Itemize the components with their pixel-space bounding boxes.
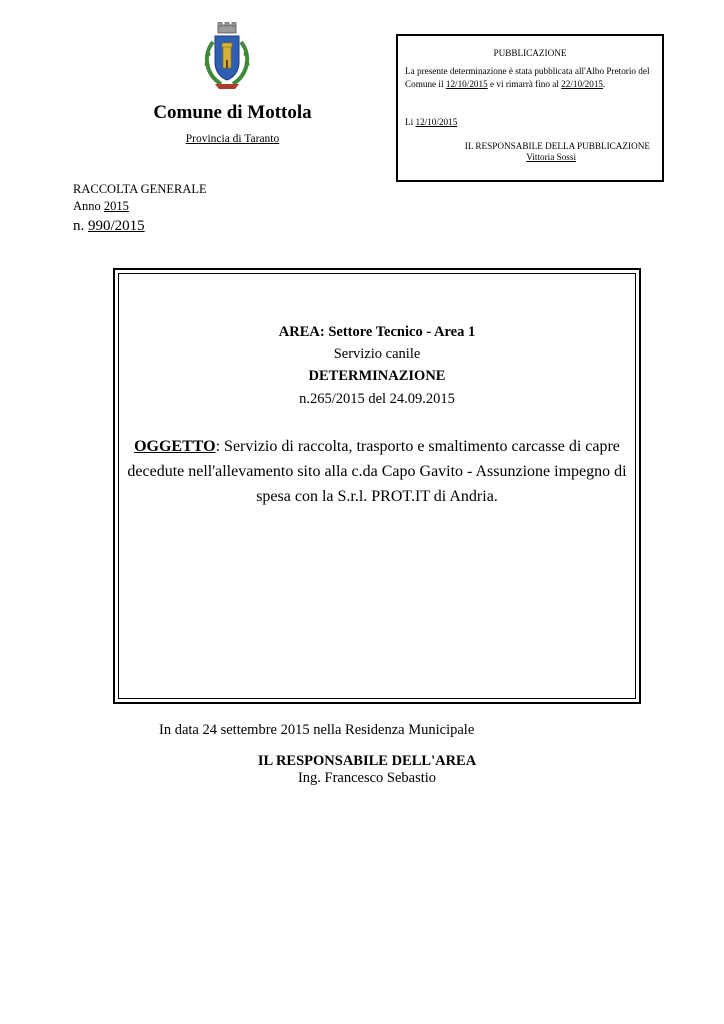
publication-text [405, 65, 658, 91]
oggetto-label: OGGETTO [134, 438, 216, 455]
oggetto-text: : Servizio di raccolta, trasporto e smaltimento carcasse di capre decedute nell'allevamento sito alla c.da Capo Gavito - Assunzione impegno di spesa con la S.r.l. PROT.IT di Andria. [127, 438, 627, 505]
determinazione-number: n.265/2015 del 24.09.2015 [299, 391, 455, 407]
publication-date-to: 22/10/2015 [561, 79, 604, 89]
determinazione-box [113, 268, 641, 704]
publication-responsabile-label: IL RESPONSABILE DELLA PUBBLICAZIONE [464, 141, 650, 151]
servizio-label: Servizio canile [333, 346, 421, 362]
responsabile-area-title: IL RESPONSABILE DELL'AREA [257, 753, 477, 769]
coat-of-arms-icon [199, 22, 255, 94]
numero-label: n. [73, 218, 85, 234]
publication-responsabile-name: Vittoria Sossi [526, 152, 576, 162]
raccolta-generale-label: RACCOLTA GENERALE [73, 182, 207, 196]
anno-value: 2015 [103, 199, 129, 213]
responsabile-area-name: Ing. Francesco Sebastio [297, 770, 437, 786]
publication-date-from: 12/10/2015 [445, 79, 488, 89]
anno-label: Anno [73, 199, 101, 213]
comune-title: Comune di Mottola [153, 102, 312, 123]
publication-li-date: 12/10/2015 [415, 117, 458, 127]
numero-line [73, 218, 145, 235]
area-heading: AREA: Settore Tecnico - Area 1 [278, 324, 476, 340]
publication-text-part1: La presente determinazione è stata pubblicata all'Albo Pretorio del Comune il [405, 66, 650, 89]
publication-text-part2: e vi rimarrà fino al [490, 79, 559, 89]
determinazione-inner-frame [118, 273, 636, 699]
publication-title: PUBBLICAZIONE [493, 48, 567, 58]
determinazione-label: DETERMINAZIONE [308, 368, 446, 384]
provincia-label: Provincia di Taranto [185, 133, 280, 145]
publication-li-line [405, 116, 457, 129]
anno-line [73, 199, 129, 214]
publication-li-label: Li [405, 117, 414, 127]
publication-box [396, 34, 664, 182]
in-data-line: In data 24 settembre 2015 nella Residenza Municipale [159, 722, 475, 738]
oggetto-paragraph [125, 434, 629, 509]
publication-text-end: . [603, 79, 606, 89]
numero-value: 990/2015 [88, 218, 145, 234]
